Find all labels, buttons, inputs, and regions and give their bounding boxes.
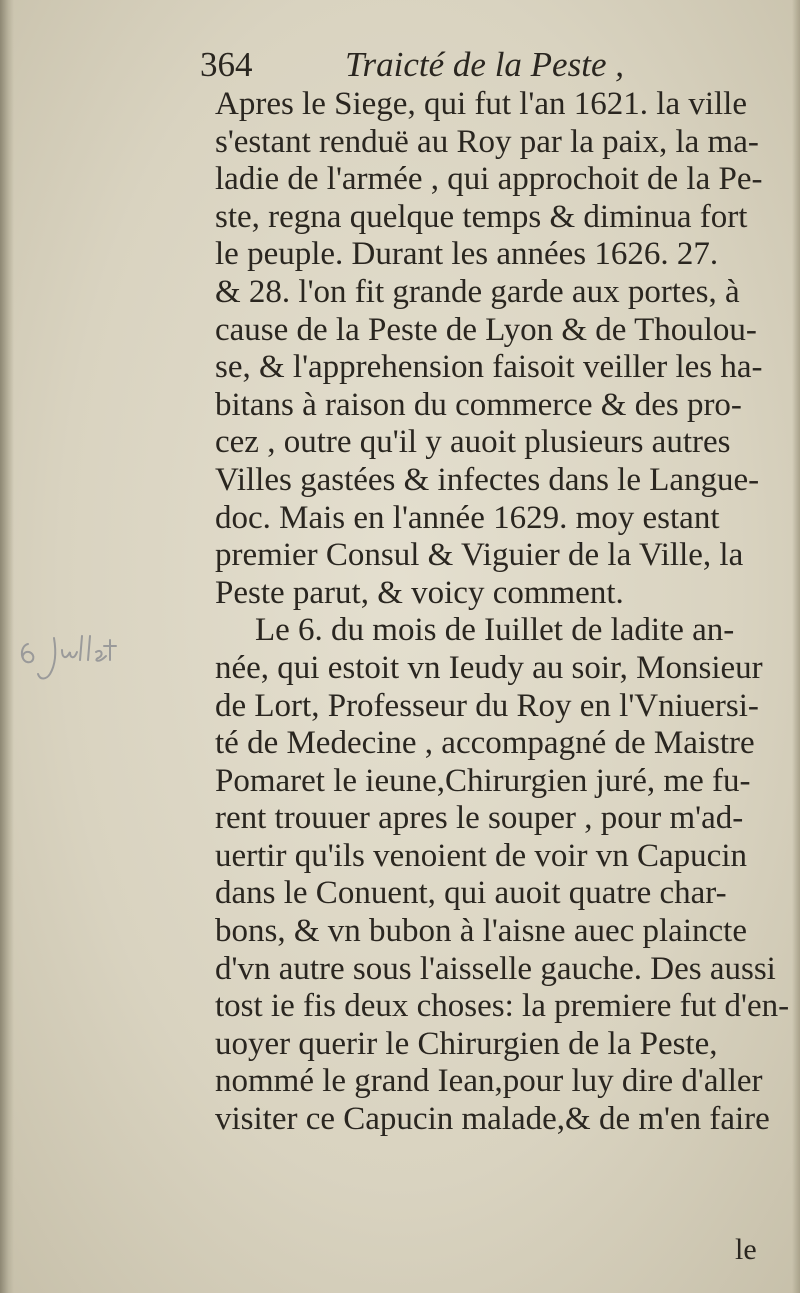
handwriting-scribble — [14, 630, 154, 690]
text-line: de Lort, Professeur du Roy en l'Vniuersi- — [215, 687, 759, 724]
page-gutter-shadow — [0, 0, 14, 1293]
text-line: té de Medecine , accompagné de Maistre — [215, 725, 755, 762]
catchword: le — [735, 1233, 757, 1266]
running-title: Traicté de la Peste , — [345, 45, 624, 84]
text-line: tost ie fis deux choses: la premiere fut d'en- — [215, 988, 790, 1025]
paragraph-start-line: Le 6. du mois de Iuillet de ladite an- — [255, 612, 735, 649]
text-line: née, qui estoit vn Ieudy au soir, Monsieur — [215, 649, 763, 686]
text-line: Villes gastées & infectes dans le Langue- — [215, 461, 760, 498]
text-line: bons, & vn bubon à l'aisne auec plaincte — [215, 913, 747, 950]
text-line: rent trouuer apres le souper , pour m'ad- — [215, 800, 744, 837]
text-line: cause de la Peste de Lyon & de Thoulou- — [215, 311, 757, 348]
text-line: cez , outre qu'il y auoit plusieurs autres — [215, 424, 731, 461]
text-line: premier Consul & Viguier de la Ville, la — [215, 537, 744, 574]
text-line: ste, regna quelque temps & diminua fort — [215, 198, 748, 235]
text-line: Pomaret le ieune,Chirurgien juré, me fu- — [215, 762, 751, 799]
page-number: 364 — [200, 45, 253, 84]
text-line: & 28. l'on fit grande garde aux portes, à — [215, 273, 740, 310]
text-line: s'estant renduë au Roy par la paix, la ma- — [215, 123, 759, 160]
text-line: Peste parut, & voicy comment. — [215, 574, 624, 611]
text-line: d'vn autre sous l'aisselle gauche. Des aussi — [215, 950, 776, 987]
text-line: uoyer querir le Chirurgien de la Peste, — [215, 1025, 718, 1062]
body-text — [215, 86, 790, 1139]
text-line: nommé le grand Iean,pour luy dire d'aller — [215, 1063, 763, 1100]
text-line: Apres le Siege, qui fut l'an 1621. la ville — [215, 86, 747, 122]
text-line: doc. Mais en l'année 1629. moy estant — [215, 499, 720, 536]
text-line: dans le Conuent, qui auoit quatre char- — [215, 875, 727, 912]
page-header — [200, 40, 760, 90]
text-line: visiter ce Capucin malade,& de m'en faire — [215, 1101, 770, 1138]
text-line: uertir qu'ils venoient de voir vn Capucin — [215, 837, 747, 874]
text-line: bitans à raison du commerce & des pro- — [215, 386, 742, 423]
text-line: se, & l'apprehension faisoit veiller les ha- — [215, 349, 763, 386]
page-edge-shadow — [792, 0, 800, 1293]
handwritten-marginal-note — [14, 630, 154, 690]
text-line: le peuple. Durant les années 1626. 27. — [215, 236, 719, 273]
text-line: ladie de l'armée , qui approchoit de la Pe- — [215, 161, 763, 198]
